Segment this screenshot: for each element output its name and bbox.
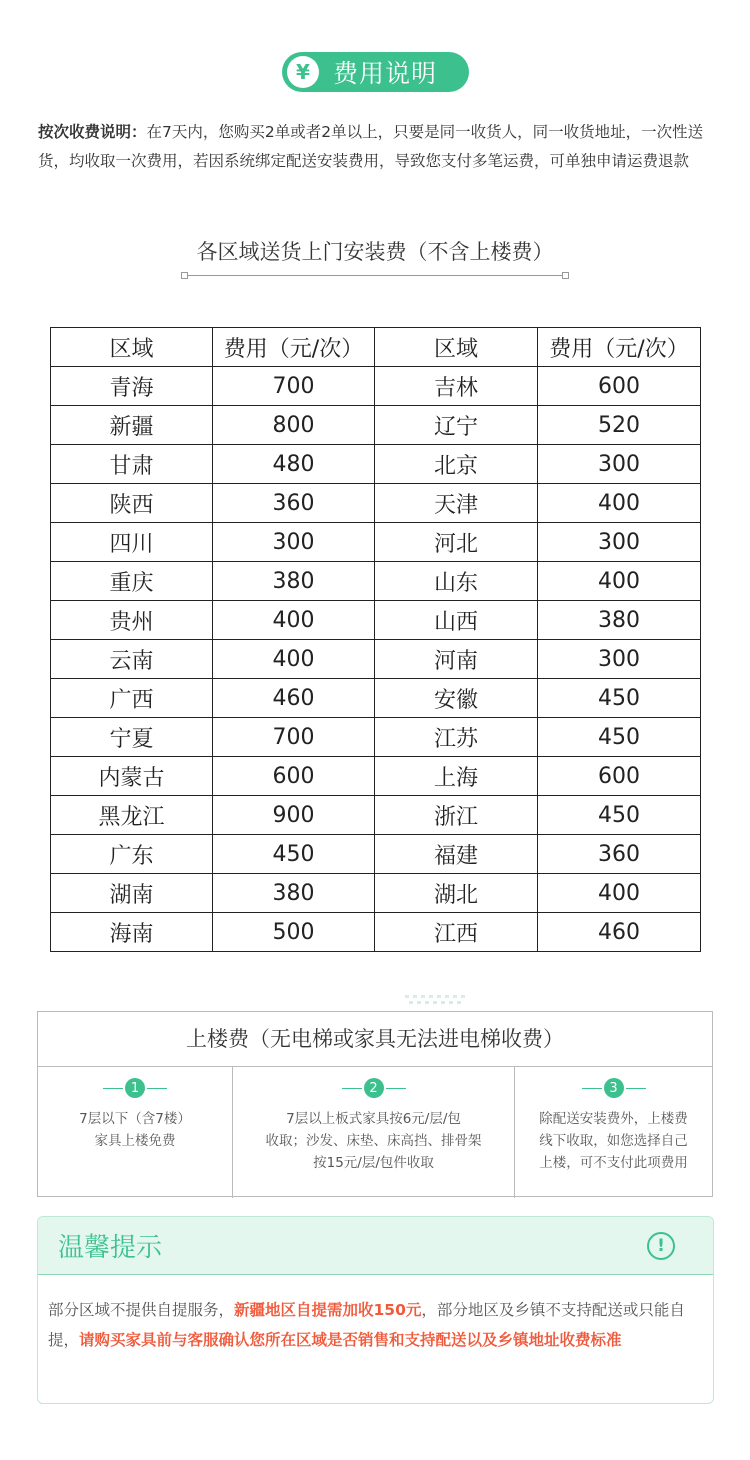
fee-cell: 450: [538, 718, 701, 757]
table-row: [51, 718, 701, 757]
intro-text: 在7天内，您购买2单或者2单以上，只要是同一收货人，同一收货地址，一次性送货，均收取一次费用，若因系统绑定配送安装费用，导致您支付多笔运费，可单独申请运费退款: [38, 123, 704, 170]
region-cell: 江西: [375, 913, 538, 952]
fee-cell: 300: [213, 523, 375, 562]
table-row: [51, 796, 701, 835]
tips-header: [38, 1217, 713, 1275]
fee-cell: 400: [213, 640, 375, 679]
region-cell: 新疆: [51, 406, 213, 445]
stairs-fee-columns: [38, 1067, 712, 1198]
fee-cell: 600: [538, 757, 701, 796]
tips-text: 部分区域不提供自提服务，: [48, 1301, 235, 1319]
table-row: [51, 835, 701, 874]
stairs-rule-2: [233, 1067, 515, 1198]
fee-cell: 600: [213, 757, 375, 796]
region-cell: 广东: [51, 835, 213, 874]
divider-dot-left: [181, 272, 188, 279]
region-cell: 重庆: [51, 562, 213, 601]
marker-line: [626, 1088, 646, 1089]
region-cell: 山西: [375, 601, 538, 640]
fee-cell: 500: [213, 913, 375, 952]
tips-text: ，部分地区及乡镇不支持配送或只能自提，: [48, 1301, 685, 1349]
tips-body: [38, 1275, 713, 1355]
step-number-icon: 1: [125, 1078, 145, 1098]
marker-line: [103, 1088, 123, 1089]
tips-panel: [37, 1216, 714, 1404]
fee-cell: 300: [538, 640, 701, 679]
region-cell: 河南: [375, 640, 538, 679]
tips-highlight: 新疆地区自提需加收150元: [234, 1301, 422, 1319]
stairs-rule-1: [38, 1067, 233, 1198]
region-cell: 山东: [375, 562, 538, 601]
column-header: 费用（元/次）: [538, 328, 701, 367]
exclamation-icon: !: [647, 1232, 675, 1260]
table-row: [51, 601, 701, 640]
table-header-row: [51, 328, 701, 367]
tips-title: 温馨提示: [58, 1233, 163, 1263]
step-marker: [515, 1077, 712, 1099]
marker-line: [342, 1088, 362, 1089]
fee-cell: 480: [213, 445, 375, 484]
fee-table-body: [51, 328, 701, 952]
yen-icon: ¥: [287, 56, 319, 88]
step-marker: [233, 1077, 514, 1099]
table-row: [51, 913, 701, 952]
dot-pattern-decoration: [395, 993, 475, 1009]
region-cell: 贵州: [51, 601, 213, 640]
region-cell: 陕西: [51, 484, 213, 523]
table-row: [51, 562, 701, 601]
section-title: 各区域送货上门安装费（不含上楼费）: [196, 240, 554, 264]
fee-description-badge: [282, 52, 469, 92]
title-divider: [184, 275, 566, 276]
page-title: 费用说明: [333, 59, 438, 88]
stairs-rule-text: 7层以下（含7楼） 家具上楼免费: [79, 1111, 191, 1149]
region-cell: 甘肃: [51, 445, 213, 484]
region-cell: 北京: [375, 445, 538, 484]
fee-cell: 380: [213, 562, 375, 601]
fee-cell: 700: [213, 718, 375, 757]
table-row: [51, 640, 701, 679]
region-cell: 云南: [51, 640, 213, 679]
table-row: [51, 445, 701, 484]
divider-dot-right: [562, 272, 569, 279]
fee-cell: 300: [538, 445, 701, 484]
table-row: [51, 484, 701, 523]
step-number-icon: 3: [604, 1078, 624, 1098]
region-cell: 安徽: [375, 679, 538, 718]
fee-cell: 400: [213, 601, 375, 640]
column-header: 区域: [51, 328, 213, 367]
region-cell: 湖南: [51, 874, 213, 913]
fee-cell: 460: [538, 913, 701, 952]
table-row: [51, 367, 701, 406]
region-fee-table: [50, 327, 701, 952]
stairs-fee-panel: [37, 1011, 713, 1197]
region-cell: 河北: [375, 523, 538, 562]
region-cell: 江苏: [375, 718, 538, 757]
fee-cell: 360: [213, 484, 375, 523]
step-number-icon: 2: [364, 1078, 384, 1098]
region-cell: 海南: [51, 913, 213, 952]
fee-cell: 900: [213, 796, 375, 835]
fee-cell: 400: [538, 874, 701, 913]
region-cell: 内蒙古: [51, 757, 213, 796]
intro-label: 按次收费说明：: [38, 123, 147, 141]
fee-cell: 450: [538, 679, 701, 718]
region-cell: 福建: [375, 835, 538, 874]
fee-cell: 520: [538, 406, 701, 445]
fee-cell: 380: [213, 874, 375, 913]
fee-cell: 460: [213, 679, 375, 718]
stairs-fee-title: 上楼费（无电梯或家具无法进电梯收费）: [38, 1012, 712, 1067]
fee-cell: 450: [213, 835, 375, 874]
region-cell: 广西: [51, 679, 213, 718]
marker-line: [147, 1088, 167, 1089]
fee-cell: 400: [538, 484, 701, 523]
fee-cell: 300: [538, 523, 701, 562]
table-row: [51, 757, 701, 796]
table-row: [51, 679, 701, 718]
fee-cell: 380: [538, 601, 701, 640]
billing-intro: [38, 118, 723, 176]
stairs-rule-text: 7层以上板式家具按6元/层/包 收取；沙发、床垫、床高挡、排骨架 按15元/层/包件收取: [265, 1111, 482, 1171]
table-row: [51, 874, 701, 913]
region-cell: 辽宁: [375, 406, 538, 445]
region-cell: 黑龙江: [51, 796, 213, 835]
fee-cell: 450: [538, 796, 701, 835]
column-header: 费用（元/次）: [213, 328, 375, 367]
region-cell: 浙江: [375, 796, 538, 835]
tips-highlight: 请购买家具前与客服确认您所在区域是否销售和支持配送以及乡镇地址收费标准: [79, 1331, 622, 1349]
stairs-rule-text: 除配送安装费外，上楼费 线下收取，如您选择自己 上楼，可不支付此项费用: [539, 1111, 688, 1171]
fee-cell: 360: [538, 835, 701, 874]
marker-line: [582, 1088, 602, 1089]
step-marker: [38, 1077, 232, 1099]
fee-cell: 400: [538, 562, 701, 601]
region-cell: 吉林: [375, 367, 538, 406]
region-cell: 上海: [375, 757, 538, 796]
fee-cell: 800: [213, 406, 375, 445]
column-header: 区域: [375, 328, 538, 367]
fee-cell: 600: [538, 367, 701, 406]
region-cell: 宁夏: [51, 718, 213, 757]
stairs-rule-3: [515, 1067, 712, 1198]
region-cell: 湖北: [375, 874, 538, 913]
table-row: [51, 523, 701, 562]
region-cell: 四川: [51, 523, 213, 562]
table-row: [51, 406, 701, 445]
region-cell: 天津: [375, 484, 538, 523]
fee-cell: 700: [213, 367, 375, 406]
marker-line: [386, 1088, 406, 1089]
region-cell: 青海: [51, 367, 213, 406]
